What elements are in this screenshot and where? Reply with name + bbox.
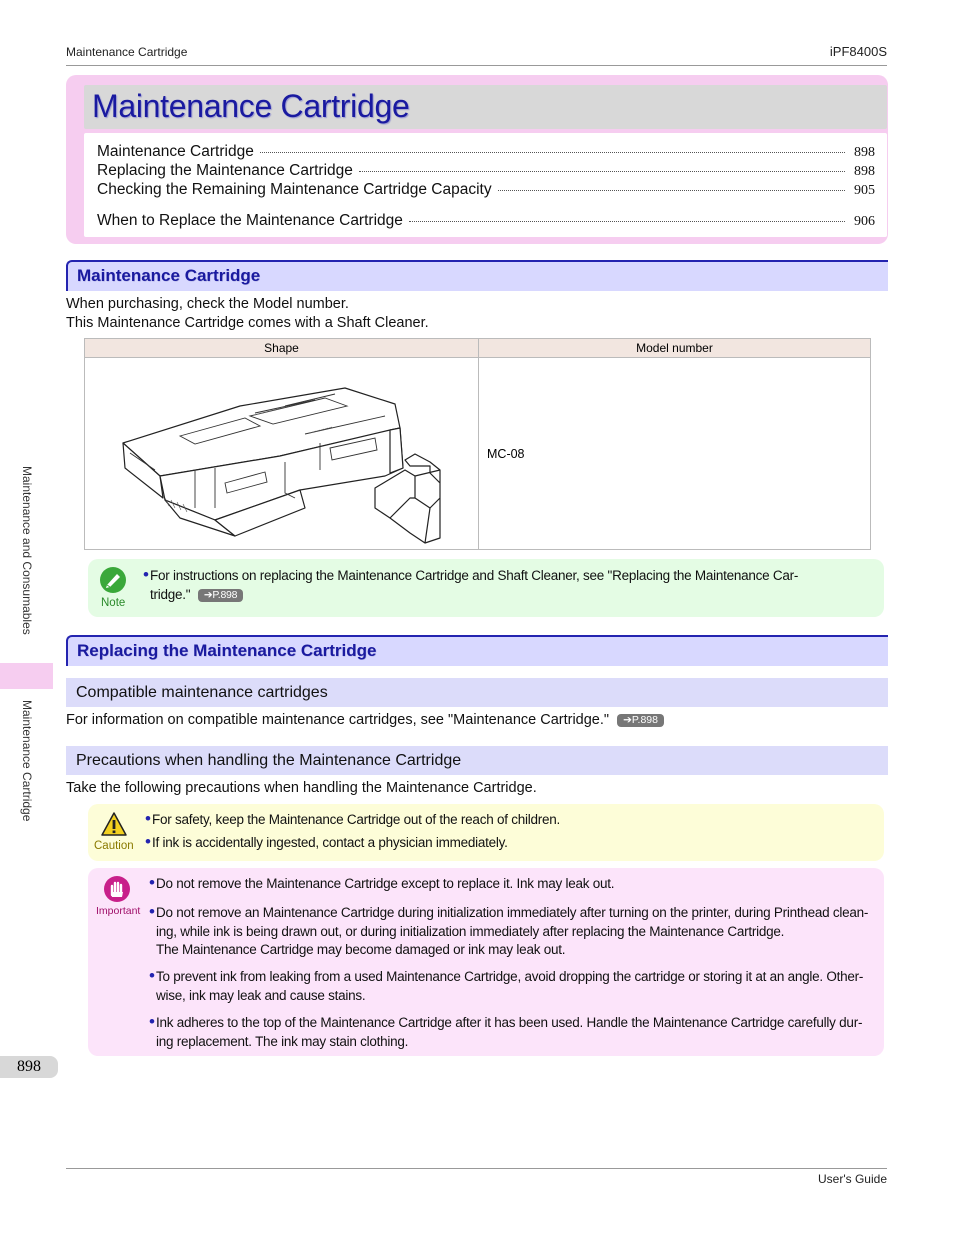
important-text-cont: wise, ink may leak and cause stains. (156, 988, 366, 1003)
important-text: Ink adheres to the top of the Maintenance Cartridge after it has been used. Handle the Maintenance Cartridge carefully dur- (156, 1015, 863, 1030)
model-number-table (84, 338, 871, 550)
important-label: Important (96, 905, 141, 917)
note-text: For instructions on replacing the Maintenance Cartridge and Shaft Cleaner, see "Replacing the Maintenance Car- (150, 568, 799, 583)
important-hand-icon (103, 875, 131, 903)
section-heading-maintenance-cartridge (66, 260, 888, 291)
note-bullet-cont (150, 587, 243, 602)
subheading-precautions (66, 746, 888, 775)
note-bullet (143, 565, 799, 584)
body-text-span: For information on compatible maintenance cartridges, see "Maintenance Cartridge." (66, 712, 610, 728)
important-text: Do not remove the Maintenance Cartridge except to replace it. Ink may leak out. (156, 876, 615, 891)
page-reference-link[interactable]: ➔P.898 (617, 714, 664, 727)
toc-entry[interactable] (97, 181, 875, 199)
toc-entry-label: Maintenance Cartridge (97, 143, 254, 160)
section-heading-text: Maintenance Cartridge (77, 266, 261, 285)
toc-entry[interactable] (97, 212, 875, 230)
subheading-text: Compatible maintenance cartridges (76, 684, 328, 701)
caution-text: For safety, keep the Maintenance Cartridge out of the reach of children. (152, 812, 560, 827)
bullet-dot: • (145, 809, 151, 828)
side-section-label: Maintenance Cartridge (20, 700, 34, 822)
note-text-cont: tridge." (150, 587, 191, 602)
side-chapter-label: Maintenance and Consumables (20, 466, 34, 635)
important-bullet (149, 1012, 863, 1031)
header-divider (66, 65, 887, 66)
table-header-model: Model number (479, 339, 871, 358)
caution-label: Caution (94, 840, 134, 852)
toc-entry-label: Checking the Remaining Maintenance Cartridge Capacity (97, 181, 492, 198)
important-text: To prevent ink from leaking from a used Maintenance Cartridge, avoid dropping the cartridge or storing it at an angle. Other- (156, 969, 864, 984)
bullet-dot: • (149, 966, 155, 985)
bullet-dot: • (149, 873, 155, 892)
toc-entry-label: When to Replace the Maintenance Cartridge (97, 212, 403, 229)
maintenance-cartridge-illustration (85, 358, 478, 546)
table-cell-model-number: MC-08 (479, 358, 871, 550)
toc-entry-page: 898 (854, 164, 875, 179)
toc-leader-dots (498, 190, 845, 191)
important-text-cont: The Maintenance Cartridge may become damaged or ink may leak out. (156, 942, 566, 957)
body-text: This Maintenance Cartridge comes with a Shaft Cleaner. (66, 315, 429, 331)
bullet-dot: • (145, 832, 151, 851)
page-reference-link[interactable]: ➔P.898 (198, 589, 243, 602)
important-bullet (149, 966, 864, 985)
running-header-section: Maintenance Cartridge (66, 45, 188, 59)
caution-bullet (145, 832, 508, 851)
important-text: Do not remove an Maintenance Cartridge during initialization immediately after turning on the printer, during Printhead clean- (156, 905, 869, 920)
bullet-dot: • (143, 565, 149, 584)
toc-entry-page: 898 (854, 145, 875, 160)
note-label: Note (101, 597, 126, 609)
toc-leader-dots (260, 152, 845, 153)
toc-entry-label: Replacing the Maintenance Cartridge (97, 162, 353, 179)
body-text (66, 712, 664, 728)
table-header-shape: Shape (85, 339, 479, 358)
caution-text: If ink is accidentally ingested, contact a physician immediately. (152, 835, 508, 850)
bullet-dot: • (149, 1012, 155, 1031)
section-heading-replacing (66, 635, 888, 666)
body-text: When purchasing, check the Model number. (66, 296, 349, 312)
table-cell-shape (85, 358, 479, 550)
subheading-compatible (66, 678, 888, 707)
important-bullet (149, 902, 869, 921)
toc-entry[interactable] (97, 162, 875, 180)
toc-entry-page: 906 (854, 214, 875, 229)
footer-guide-title: User's Guide (818, 1172, 887, 1186)
toc-leader-dots (409, 221, 845, 222)
body-text: Take the following precautions when handling the Maintenance Cartridge. (66, 780, 537, 796)
important-text-cont: ing, while ink is being drawn out, or during initialization immediately after replacing the Maintenance Cartridge. (156, 924, 785, 939)
caution-warning-icon (100, 811, 128, 837)
toc-entry[interactable] (97, 143, 875, 161)
side-tab-highlight (0, 663, 53, 689)
footer-divider (66, 1168, 887, 1169)
chapter-title: Maintenance Cartridge (92, 88, 410, 124)
bullet-dot: • (149, 902, 155, 921)
caution-bullet (145, 809, 560, 828)
important-bullet (149, 873, 615, 892)
toc-leader-dots (359, 171, 845, 172)
running-header-model: iPF8400S (829, 44, 887, 59)
page-number: 898 (0, 1056, 58, 1078)
section-heading-text: Replacing the Maintenance Cartridge (77, 641, 377, 660)
note-pencil-icon (99, 566, 127, 594)
important-text-cont: ing replacement. The ink may stain clothing. (156, 1034, 409, 1049)
subheading-text: Precautions when handling the Maintenance Cartridge (76, 752, 462, 769)
toc-entry-page: 905 (854, 183, 875, 198)
